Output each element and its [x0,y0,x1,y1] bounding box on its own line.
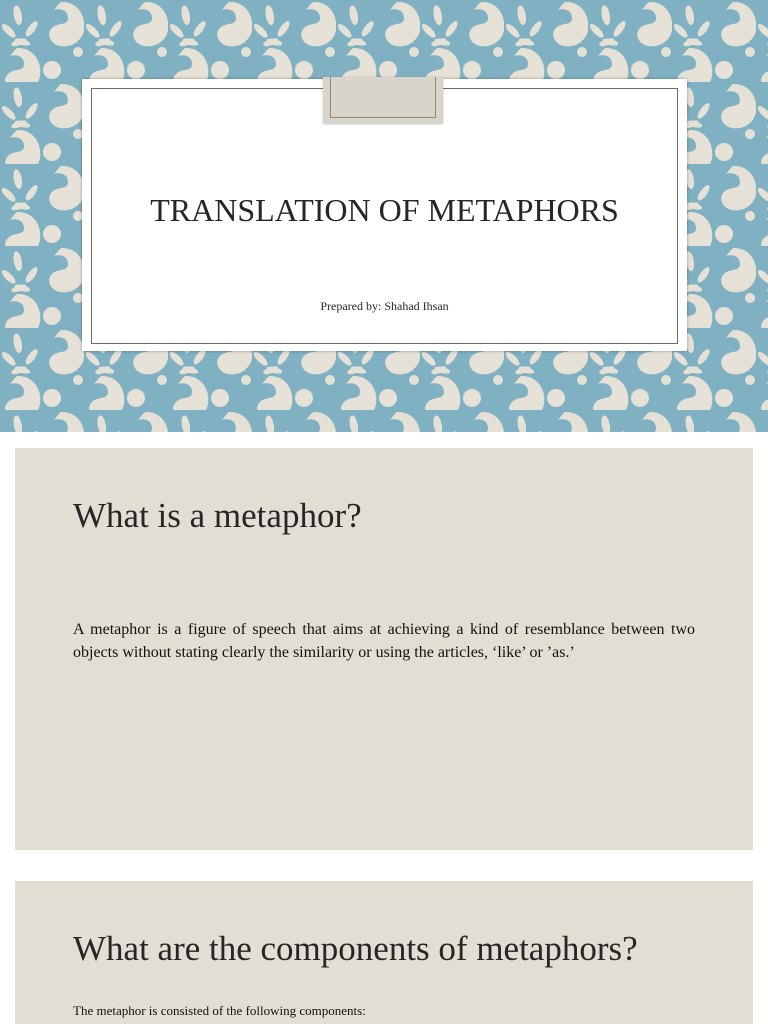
slide-body-text: The metaphor is consisted of the following components: [73,1003,366,1018]
slide-heading: What are the components of metaphors? [73,929,638,968]
slide-components [15,881,753,1024]
slide-heading: What is a metaphor? [73,496,362,535]
slide-body-text: A metaphor is a figure of speech that aims at achieving a kind of resemblance between two objects without stating clearly the similarity or using the articles, ‘like’ or ’as.’ [73,621,695,661]
title-card [82,79,687,351]
slide-what-is-metaphor [15,448,753,850]
decorative-tab [323,77,443,123]
presentation-title: TRANSLATION OF METAPHORS [150,192,619,228]
presentation-subtitle: Prepared by: Shahad Ihsan [320,299,449,313]
title-slide [0,0,768,432]
